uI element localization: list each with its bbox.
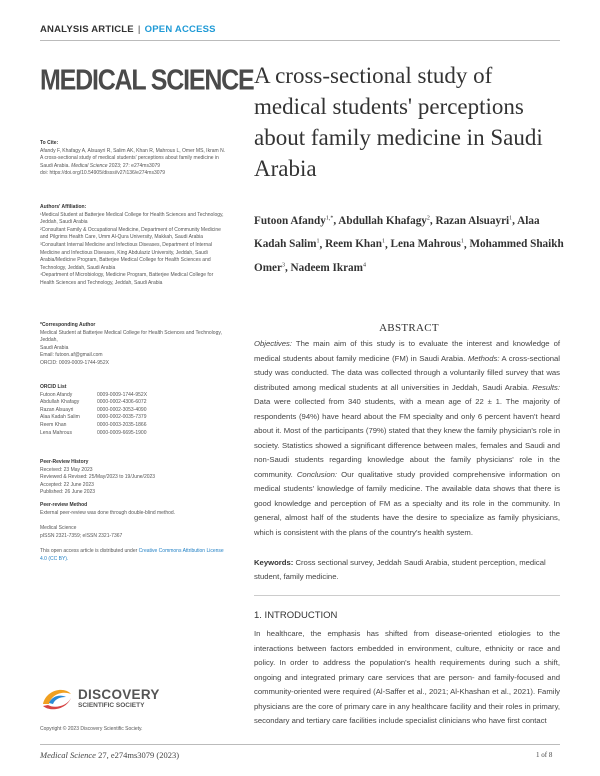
cite-block xyxy=(40,140,228,178)
history-published: Published: 26 June 2023 xyxy=(40,489,96,496)
author-list: Futoon Afandy$^{1,*}$, Abdullah Khafagy$^2$, Razan Alsuayri$^1$, Alaa Kadah Salim$^1$, Reem Khan$^1$, Lena Mahrous$^1$, Mohammed Shaikh Omer$^3$, Nadeem Ikram$^4$ xyxy=(254,214,564,275)
history-heading: Peer-Review History xyxy=(40,459,89,465)
orcid-row: Abdullah Khafagy 0000-0002-4306-6072 xyxy=(40,399,147,406)
affiliation-1: ¹Medical Student at Batterjee Medical College for Health Sciences and Technology, Jeddah, Saudi Arabia xyxy=(40,211,224,226)
corresponding-heading: *Corresponding Author xyxy=(40,322,96,328)
author-name[interactable]: Nadeem Ikram$^4$ xyxy=(290,262,366,275)
history-revised: Reviewed & Revised: 25/May/2023 to 19/June/2023 xyxy=(40,474,156,481)
top-rule xyxy=(40,40,560,41)
author-name[interactable]: Alaa Kadah Salim$^1$ xyxy=(254,214,540,251)
article-type: ANALYSIS ARTICLE xyxy=(40,24,134,35)
abstract-body xyxy=(254,337,560,540)
corresponding-affiliation: Medical Student at Batterjee Medical College for Health Sciences and Technology, Jeddah, xyxy=(40,329,222,344)
peer-review-history xyxy=(40,459,228,497)
orcid-row: Alaa Kadah Salim 0000-0002-0035-7379 xyxy=(40,414,147,421)
peer-review-method xyxy=(40,502,228,517)
affiliations-heading: Authors' Affiliation: xyxy=(40,204,87,210)
orcid-row: Futoon Afandy 0009-0009-1744-952X xyxy=(40,391,148,398)
keywords-text: Cross sectional survey, Jeddah Saudi Arabia, student perception, medical student, family medicine. xyxy=(254,558,546,581)
license-link[interactable]: Creative Commons Attribution License 4.0 (CC BY). xyxy=(40,548,224,562)
article-type-header xyxy=(40,24,216,35)
abstract-heading: ABSTRACT xyxy=(379,322,439,334)
affiliations-block xyxy=(40,204,228,288)
orcid-list xyxy=(40,384,228,437)
license-text: This open access article is distributed under xyxy=(40,548,139,554)
logo-text xyxy=(78,688,160,710)
affiliation-3: ³Consultant Internal Medicine and Infectious Diseases, Department of Internal Medicine and Infectious Diseases, King Abdulaziz University, Jeddah, Saudi Arabia/Medicine Program, Batterjee Medical College for Health Sciences and Technology, Jeddah, Saudi Arabia xyxy=(40,241,213,271)
orcid-row: Razan Alsuayri 0000-0002-3053-4090 xyxy=(40,406,147,413)
author-name[interactable]: Mohammed Shaikh Omer$^3$ xyxy=(254,238,564,275)
logo-line2: SCIENTIFIC SOCIETY xyxy=(78,702,145,709)
conclusion-label: Conclusion: xyxy=(296,469,338,479)
methods-label: Methods: xyxy=(467,353,500,363)
cite-doi[interactable]: doi: https://doi.org/10.54905/disssi/v27i136/e274ms3079 xyxy=(40,170,166,177)
section-rule xyxy=(254,595,560,596)
footer-volume: 27, e274ms3079 (2023) xyxy=(95,750,180,760)
open-access-label[interactable]: OPEN ACCESS xyxy=(144,24,216,35)
introduction-text: In healthcare, the emphasis has shifted from disease-oriented etiologies to the interactions between factors embedded in environment, culture, ethnicity or race and policy. In order to address the population's health requirements during such a shift, ongoing and integrated primary care services that are person- and family-focused and community-oriented were required (Al-Saffer et al., 2021; Al-Khashan et al., 2021). Family physicians are the core of primary care in any healthcare facility and their roles in primary, secondary and tertiary care facilities include specialist clinicians who have first contact xyxy=(254,629,560,725)
results-text: Data were collected from 340 students, with a mean age of 22 ± 1. The majority of respondents (94%) have heard about the FM specialty and only 6 percent haven't heard about it. Most of the participants (79%) stated that they knew the family physician's role in society. Statistics showed a significant difference between males, females and Saudi and non-Saudi students regarding knowledge about the family physicians' role in the community. xyxy=(254,397,560,479)
orcid-row: Reem Khan 0000-0003-2035-1866 xyxy=(40,421,147,428)
method-text: External peer-review was done through double-blind method. xyxy=(40,509,176,516)
methods-text: A cross-sectional study was conducted. The data was collected through a voluntarily filled survey that was distributed among medical students at all universities in Jeddah, Saudi Arabia. xyxy=(254,353,560,392)
cite-text: Afandy F, Khafagy A, Alsuayri R, Salim AK, Khan R, Mahrous L, Omer MS, Ikram N. A cross-sectional study of medical students' perceptions about family medicine in Saudi Arabia. Medical Science 2023; 27: e274ms3079 xyxy=(40,147,226,169)
author-name[interactable]: Razan Alsuayri$^1$ xyxy=(435,214,513,227)
orcid-heading: ORCID List xyxy=(40,384,67,390)
history-received: Received: 23 May 2023 xyxy=(40,466,93,473)
objectives-label: Objectives: xyxy=(254,339,293,348)
footer-journal: Medical Science xyxy=(40,750,96,760)
footer-rule xyxy=(40,744,560,745)
keywords-label: Keywords: xyxy=(254,558,294,567)
license-block xyxy=(40,548,228,563)
introduction-heading: 1. INTRODUCTION xyxy=(254,610,338,621)
pub-issn: pISSN 2321-7359; eISSN 2321-7367 xyxy=(40,532,123,539)
author-name[interactable]: Reem Khan$^1$ xyxy=(325,238,385,251)
author-name[interactable]: Futoon Afandy$^{1,*}$ xyxy=(254,214,334,227)
copyright: Copyright © 2023 Discovery Scientific Society. xyxy=(40,726,143,732)
conclusion-text: Our qualitative study provided comprehensive information on medical students' knowledge of family medicine. The available data shows that there is good knowledge and perception of FM as a specialty and its role in the community. In general, almost half of the students have the desire to specialize as family physicians, which is consistent with the plans of the country's health system. xyxy=(254,469,560,537)
method-heading: Peer-review Method xyxy=(40,502,88,508)
logo-line1: DISCOVERY xyxy=(78,687,160,702)
corresponding-block xyxy=(40,322,228,368)
orcid-row: Lena Mahrous 0000-0009-6695-1900 xyxy=(40,429,147,436)
author-name[interactable]: Lena Mahrous$^1$ xyxy=(390,238,464,251)
history-accepted: Accepted: 22 June 2023 xyxy=(40,481,94,488)
header-separator: | xyxy=(137,24,141,35)
keywords xyxy=(254,556,560,584)
affiliation-2: ²Consultant Family & Occupational Medicine, Department of Community Medicine and Pilgrims Health Care, Umm Al-Qura University, Makkah, Saudi Arabia xyxy=(40,226,221,241)
cite-heading: To Cite: xyxy=(40,140,59,146)
discovery-swirl-icon xyxy=(40,684,74,714)
corresponding-email[interactable]: Email: futoon.af@gmail.com xyxy=(40,352,103,359)
results-label: Results: xyxy=(532,382,560,392)
author-name[interactable]: Abdullah Khafagy$^2$ xyxy=(338,214,430,227)
footer-citation xyxy=(40,750,179,760)
corresponding-country: Saudi Arabia xyxy=(40,344,69,351)
article-title: A cross-sectional study of medical students' perceptions about family medicine in Saudi Arabia xyxy=(254,63,543,181)
journal-name: MEDICAL SCIENCE xyxy=(40,64,254,97)
objectives-text: The main aim of this study is to evaluate the interest and knowledge of medical students about family medicine (FM) in Saudi Arabia. xyxy=(254,339,560,363)
publication-info xyxy=(40,525,228,540)
page-number: 1 of 8 xyxy=(536,751,553,759)
affiliation-4: ⁴Department of Microbiology, Medicine Program, Batterjee Medical College for Health Sciences and Technology, Jeddah, Saudi Arabia xyxy=(40,272,214,286)
pub-journal: Medical Science xyxy=(40,525,77,531)
discovery-logo xyxy=(40,684,160,714)
corresponding-orcid: ORCID: 0009-0009-1744-952X xyxy=(40,359,109,366)
